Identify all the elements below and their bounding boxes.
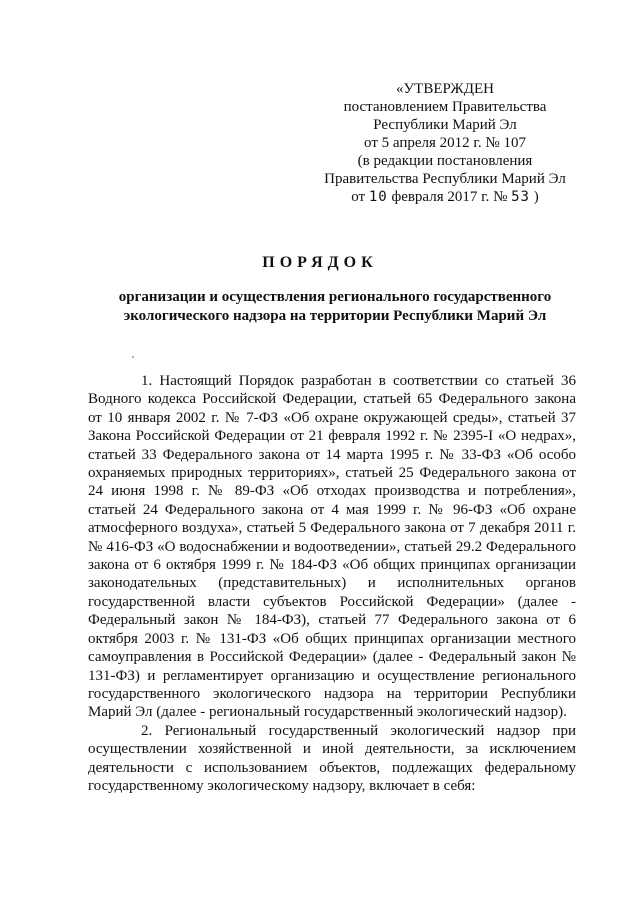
subtitle-line-1: организации и осуществления регионального государственного — [118, 289, 552, 305]
approval-line-1: «УТВЕРЖДЕН — [396, 81, 494, 97]
approval-line-4: от 5 апреля 2012 г. № 107 — [364, 135, 526, 151]
paragraph-2: 2. Региональный государственный экологический надзор при осуществлении хозяйственной и иной деятельности, за исключением деятельности с использованием объектов, подлежащих федеральному государственному экологическому надзору, включает в себя: — [88, 722, 576, 794]
paragraph-1: 1. Настоящий Порядок разработан в соответствии со статьей 36 Водного кодекса Российской Федерации, статьей 65 Федерального закона от 10 января 2002 г. № 7-ФЗ «Об охране окружающей среды», статьей 37 Закона Российской Федерации от 21 февраля 1992 г. № 2395-I «О недрах», статьей 33 Федерального закона от 14 марта 1995 г. № 33-ФЗ «Об особо охраняемых природных территориях», статьей 25 Федерального закона от 24 июня 1998 г. № 89-ФЗ «Об отходах производства и потребления», статьей 24 Федерального закона от 4 мая 1999 г. № 96-ФЗ «Об охране атмосферного воздуха», статьей 5 Федерального закона от 7 декабря 2011 г. № 416-ФЗ «О водоснабжении и водоотведении», статьей 29.2 Федерального закона от 6 октября 1999 г. № 184-ФЗ «Об общих принципах организации законодательных (представительных) и исполнительных органов государственной власти субъектов Российской Федерации» (далее - Федеральный закон № 184-ФЗ), статьей 77 Федерального закона от 6 октября 2003 г. № 131-ФЗ «Об общих принципах организации местного самоуправления в Российской Федерации» (далее - Федеральный закон № 131-ФЗ) и регламентирует организацию и осуществление регионального государственного экологического надзора на территории Республики Марий Эл (далее - региональный государственный экологический надзор). — [88, 373, 576, 721]
subtitle-line-2: экологического надзора на территории Республики Марий Эл — [123, 308, 547, 324]
approval-date-day: 10 — [368, 189, 388, 205]
document-subtitle — [100, 288, 570, 326]
approval-stamp-block — [320, 80, 570, 206]
approval-number: 53 — [511, 189, 530, 205]
approval-line-6: Правительства Республики Марий Эл — [324, 171, 566, 187]
approval-line-7 — [320, 188, 570, 206]
approval-date-prefix: от — [351, 189, 366, 205]
document-body — [88, 372, 576, 795]
scan-speck — [132, 356, 134, 358]
approval-line-2: постановлением Правительства — [343, 99, 547, 115]
approval-line-5: (в редакции постановления — [357, 153, 533, 169]
approval-line-3: Республики Марий Эл — [373, 117, 517, 133]
document-title: ПОРЯДОК — [262, 254, 378, 271]
approval-close-paren: ) — [533, 189, 539, 205]
approval-date-month-year: февраля 2017 г. № — [391, 189, 508, 205]
